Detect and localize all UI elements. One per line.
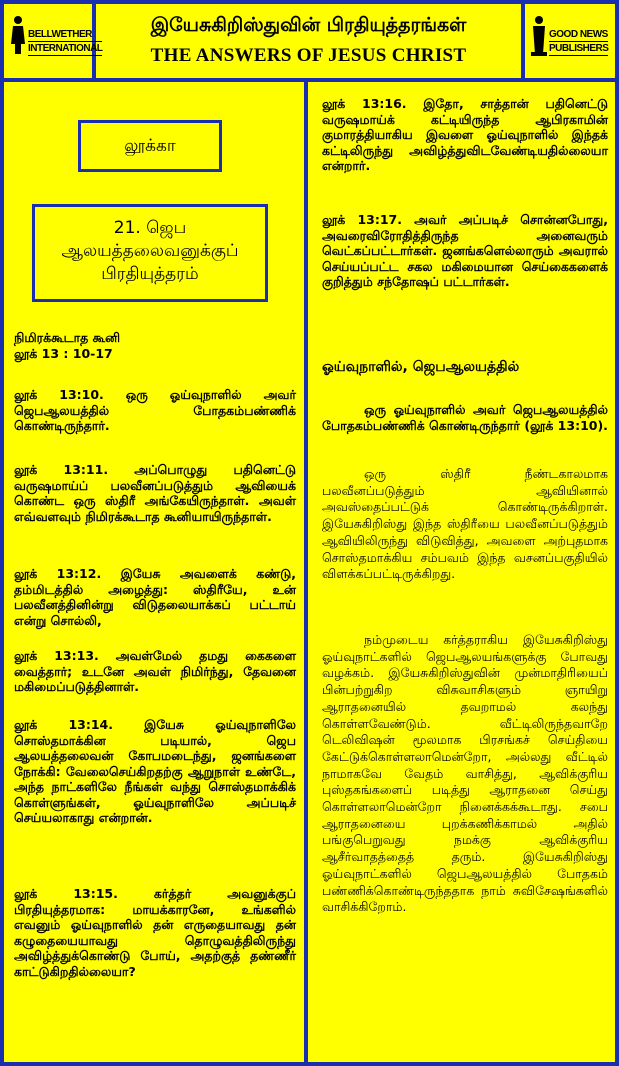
book-name: லூக்கா (124, 136, 176, 156)
title-english: THE ANSWERS OF JESUS CHRIST (150, 45, 467, 66)
bellwether-figure-icon (10, 14, 26, 56)
section-title-box (32, 204, 268, 302)
section-title-line1: 21. ஜெப (113, 218, 187, 238)
right-column (312, 82, 615, 1062)
bellwether-logo (4, 4, 103, 78)
verse: லூக் 13:14. இயேசு ஓய்வுநாளிலே சொஸ்தமாக்கின படியால், ஜெப ஆலயத்தலைவன் கோபமடைந்து, ஜனங்களை நோக்கி: வேலைசெய்கிறதற்கு ஆறுநாள் உண்டே, அந்த நாட்களிலே நீங்கள் வந்து சொஸ்தமாக்கிக் கொள்ளுங்கள், ஓய்வுநாளிலே அப்படிச் செய்யலாகாது என்றான். (14, 717, 296, 825)
verse: லூக் 13:13. அவள்மேல் தமது கைகளை வைத்தார்; உடனே அவள் நிமிர்ந்து, தேவனை மகிமைப்படுத்தினாள். (14, 648, 296, 694)
right-logo-line2: PUBLISHERS (549, 43, 609, 54)
paragraph: நம்முடைய கர்த்தராகிய இயேசுகிறிஸ்து ஓய்வுநாட்களில் ஜெபஆலயங்களுக்கு போவது வழக்கம். இயேசுகிறிஸ்துவின் முன்மாதிரியைப் பின்பற்றுகிற விசுவாசிகளும் ஞாயிறு ஆராதனையில் தவறாமல் கலந்து கொள்ளவேண்டும். வீட்டிலிருந்தவாறே டெலிவிஷன் மூலமாக பிரசங்கச் செய்தியை கேட்டுக்கொள்ளலாமென்றோ, அல்லது வீட்டில் நாமாகவே வேதம் வாசித்து, ஆவிக்குரிய புஸ்தகங்களைப் படித்து ஆராதனை செய்து கொள்ளலாமென்றோ நினைக்கக்கூடாது. சபை ஆராதனையை புறக்கணிக்காமல் அதில் பங்குபெறுவது நமக்கு ஆவிக்குரிய ஆசீர்வாதத்தைத் தரும். இயேசுகிறிஸ்து ஓய்வுநாட்களில் ஜெபஆலயத்தில் போதகம் பண்ணிக்கொண்டிருந்ததாக நாம் சுவிசேஷங்களில் வாசிக்கிறோம். (322, 632, 608, 915)
left-logo-line1: BELLWETHER (28, 28, 102, 42)
good-news-logo (521, 4, 615, 78)
left-column (4, 82, 308, 1062)
section-title-line3: பிரதியுத்தரம் (101, 264, 199, 284)
publisher-figure-icon (531, 14, 547, 56)
book-name-box (78, 120, 222, 172)
intro-paragraph: ஒரு ஓய்வுநாளில் அவர் ஜெபஆலயத்தில் போதகம்பண்ணிக் கொண்டிருந்தார் (லூக் 13:10). (322, 402, 608, 433)
verse: லூக் 13:15. கர்த்தர் அவனுக்குப் பிரதியுத்தரமாக: மாயக்காரனே, உங்களில் எவனும் ஓய்வுநாளில் தன் எருதையாவது தன் கழுதையையாவது தொழுவத்திலிருந்து அவிழ்த்துக்கொண்டு போய், அதற்குத் தண்ணீர் காட்டுகிறதில்லையா? (14, 886, 296, 979)
reference: லூக் 13 : 10-17 (14, 345, 113, 361)
subheading: ஓய்வுநாளில், ஜெபஆலயத்தில் (322, 359, 520, 375)
verse: லூக் 13:17. அவர் அப்படிச் சொன்னபோது, அவரைவிரோதித்திருந்த அனைவரும் வெட்கப்பட்டார்கள். ஜனங்களெல்லாரும் அவரால் செய்யப்பட்ட சகல மகிமையான செய்கைகளைக் குறித்தும் சந்தோஷப் பட்டார்கள். (322, 212, 608, 289)
title-tamil: இயேசுகிறிஸ்துவின் பிரதியுத்தரங்கள் (150, 14, 467, 36)
topic: நிமிரக்கூடாத கூனி (14, 330, 121, 345)
verse: லூக் 13:11. அப்பொழுது பதினெட்டு வருஷமாய்ப் பலவீனப்படுத்தும் ஆவியைக் கொண்ட ஒரு ஸ்திரீ அங்கேயிருந்தாள். அவள் எவ்வளவும் நிமிரக்கூடாத கூனியாயிருந்தாள். (14, 462, 296, 524)
right-logo-line1: GOOD NEWS (549, 29, 608, 40)
header (4, 4, 615, 82)
title-area (100, 4, 517, 78)
verse: லூக் 13:12. இயேசு அவளைக் கண்டு, தம்மிடத்தில் அழைத்து: ஸ்திரீயே, உன் பலவீனத்தினின்று விடுதலையாக்கப் பட்டாய் என்று சொல்லி, (14, 566, 296, 628)
paragraph: ஒரு ஸ்திரீ நீண்டகாலமாக பலவீனப்படுத்தும் ஆவியினால் அவஸ்தைப்பட்டுக் கொண்டிருக்கிறாள். இயேசுகிறிஸ்து இந்த ஸ்திரீயை பலவீனப்படுத்தும் ஆவியிலிருந்து விடுவித்து, அவளை அற்புதமாக சொஸ்தமாக்கிய சம்பவம் இந்த வசனப்பகுதியில் விளக்கப்பட்டிருக்கிறது. (322, 466, 608, 582)
verse: லூக் 13:10. ஒரு ஓய்வுநாளில் அவர் ஜெபஆலயத்தில் போதகம்பண்ணிக் கொண்டிருந்தார். (14, 387, 296, 433)
section-title-line2: ஆலயத்தலைவனுக்குப் (61, 241, 239, 261)
topic-block (14, 330, 296, 361)
verse: லூக் 13:16. இதோ, சாத்தான் பதினெட்டு வருஷமாய்க் கட்டியிருந்த ஆபிரகாமின் குமாரத்தியாகிய இவளை ஓய்வுநாளில் இந்தக் கட்டிலிருந்து அவிழ்த்துவிடவேண்டியதில்லையா என்றார். (322, 96, 608, 173)
left-logo-line2: INTERNATIONAL (28, 43, 103, 54)
